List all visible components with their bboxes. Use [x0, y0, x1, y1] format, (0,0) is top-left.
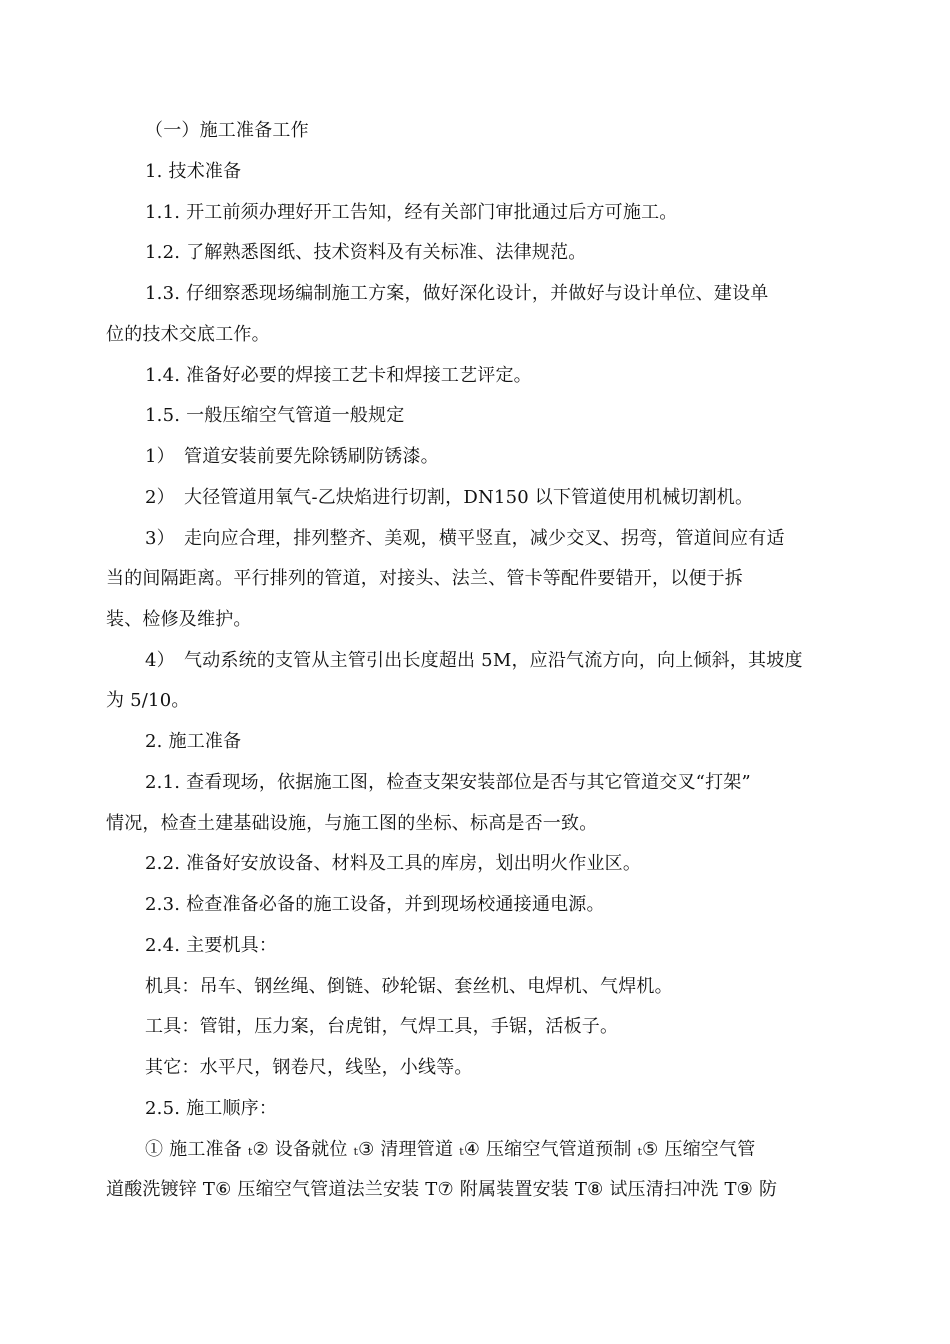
list-item: 其它：水平尺，钢卷尺，线坠，小线等。	[145, 1057, 473, 1078]
subsection-heading: 2. 施工准备	[145, 731, 242, 752]
paragraph-line: 位的技术交底工作。	[106, 324, 270, 345]
paragraph-line: 1.4. 准备好必要的焊接工艺卡和焊接工艺评定。	[145, 365, 532, 386]
paragraph-line: 2.5. 施工顺序：	[145, 1098, 278, 1119]
section-heading: （一）施工准备工作	[145, 120, 309, 141]
paragraph-line: 2.4. 主要机具：	[145, 935, 278, 956]
list-item: 2） 大径管道用氧气-乙炔焰进行切割，DN150 以下管道使用机械切割机。	[145, 487, 754, 508]
list-item: 4） 气动系统的支管从主管引出长度超出 5M，应沿气流方向，向上倾斜，其坡度	[145, 650, 803, 671]
paragraph-line: 1.1. 开工前须办理好开工告知，经有关部门审批通过后方可施工。	[145, 202, 678, 223]
paragraph-line: 2.2. 准备好安放设备、材料及工具的库房，划出明火作业区。	[145, 853, 642, 874]
paragraph-line: 1.2. 了解熟悉图纸、技术资料及有关标准、法律规范。	[145, 242, 587, 263]
list-item: 1） 管道安装前要先除锈刷防锈漆。	[145, 446, 439, 467]
paragraph-line: 为 5/10。	[106, 690, 190, 711]
paragraph-line: 2.1. 查看现场，依据施工图，检查支架安装部位是否与其它管道交叉“打架”	[145, 772, 751, 793]
list-item: 机具：吊车、钢丝绳、倒链、砂轮锯、套丝机、电焊机、气焊机。	[145, 976, 673, 997]
paragraph-line: 1.3. 仔细察悉现场编制施工方案，做好深化设计，并做好与设计单位、建设单	[145, 283, 769, 304]
paragraph-line: 道酸洗镀锌 T⑥ 压缩空气管道法兰安装 T⑦ 附属装置安装 T⑧ 试压清扫冲洗 T⑨ 防	[106, 1179, 778, 1200]
paragraph-line: 1.5. 一般压缩空气管道一般规定	[145, 405, 405, 426]
list-item: 3） 走向应合理，排列整齐、美观，横平竖直，减少交叉、拐弯，管道间应有适	[145, 528, 785, 549]
paragraph-line: ① 施工准备 ₜ② 设备就位 ₜ③ 清理管道 ₜ④ 压缩空气管道预制 ₜ⑤ 压缩空气管	[145, 1139, 756, 1160]
list-item: 工具：管钳，压力案，台虎钳，气焊工具，手锯，活板子。	[145, 1016, 619, 1037]
paragraph-line: 情况，检查土建基础设施，与施工图的坐标、标高是否一致。	[106, 813, 598, 834]
paragraph-line: 当的间隔距离。平行排列的管道，对接头、法兰、管卡等配件要错开，以便于拆	[106, 568, 743, 589]
paragraph-line: 2.3. 检查准备必备的施工设备，并到现场校通接通电源。	[145, 894, 605, 915]
subsection-heading: 1. 技术准备	[145, 161, 242, 182]
paragraph-line: 装、检修及维护。	[106, 609, 252, 630]
